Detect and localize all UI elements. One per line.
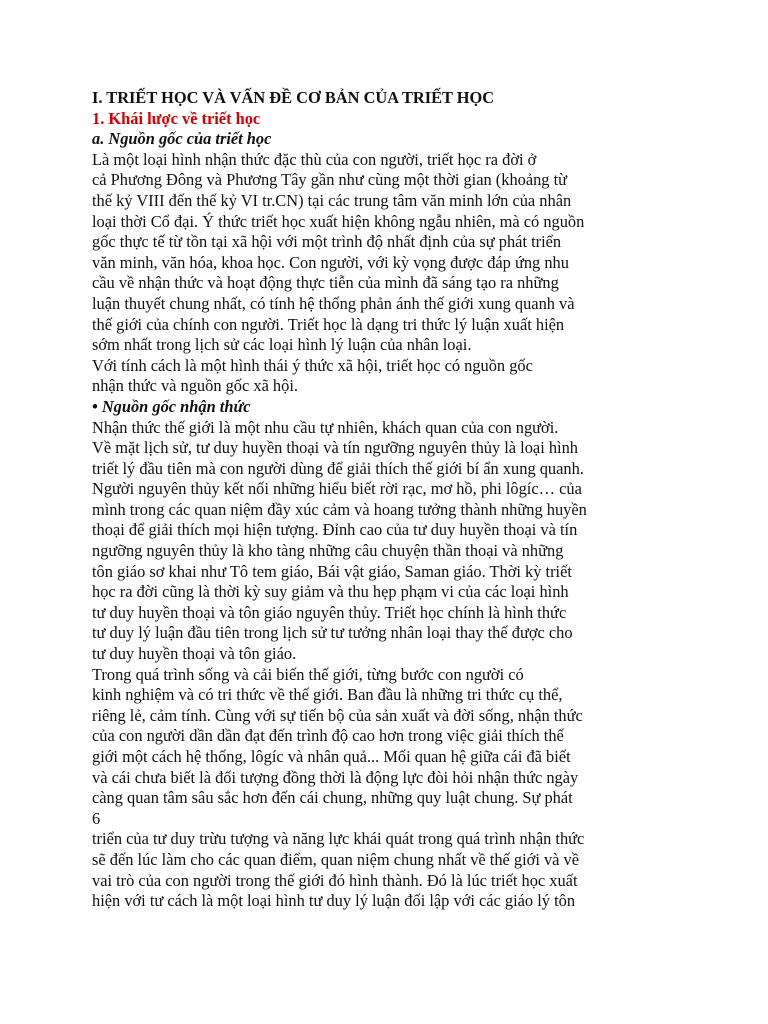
text-line: thế kỷ VIII đến thế kỷ VI tr.CN) tại các trung tâm văn minh lớn của nhân — [92, 190, 572, 210]
text-line: kinh nghiệm và có tri thức về thế giới. Ban đầu là những tri thức cụ thể, — [92, 685, 563, 705]
page-number: 6 — [92, 808, 101, 828]
paragraph-1 — [92, 150, 692, 356]
text-line: giới một cách hệ thống, lôgíc và nhân quả... Mối quan hệ giữa cái đã biết — [92, 747, 571, 766]
text-line: càng quan tâm sâu sắc hơn đến cái chung, những quy luật chung. Sự phát — [92, 788, 573, 808]
text-line: ngưỡng nguyên thủy là kho tàng những câu chuyện thần thoại và những — [92, 541, 564, 561]
text-line: cả Phương Đông và Phương Tây gần như cùng một thời gian (khoảng từ — [92, 170, 568, 190]
text-line: Người nguyên thủy kết nối những hiểu biết rời rạc, mơ hồ, phi lôgíc… của — [92, 479, 582, 499]
text-line: Trong quá trình sống và cải biến thế giới, từng bước con người có — [92, 664, 524, 684]
section-heading: 1. Khái lược về triết học — [92, 108, 261, 128]
text-line: hiện với tư cách là một loại hình tư duy lý luận đối lập với các giáo lý tôn — [92, 891, 576, 911]
main-heading: I. TRIẾT HỌC VÀ VẤN ĐỀ CƠ BẢN CỦA TRIẾT HỌC — [92, 88, 495, 107]
text-line: luận thuyết chung nhất, có tính hệ thống phản ánh thế giới xung quanh và — [92, 293, 575, 313]
paragraph-2 — [92, 356, 692, 397]
text-line: nhận thức và nguồn gốc xã hội. — [92, 376, 298, 396]
text-line: tôn giáo sơ khai như Tô tem giáo, Bái vật giáo, Saman giáo. Thời kỳ triết — [92, 561, 572, 581]
text-line: sớm nhất trong lịch sử các loại hình lý luận của nhân loại. — [92, 335, 472, 355]
text-line: thoại để giải thích mọi hiện tượng. Đỉnh cao của tư duy huyền thoại và tín — [92, 520, 578, 540]
text-line: Với tính cách là một hình thái ý thức xã hội, triết học có nguồn gốc — [92, 355, 533, 375]
bullet-heading: • Nguồn gốc nhận thức — [92, 396, 251, 416]
text-line: vai trò của con người trong thế giới đó hình thành. Đó là lúc triết học xuất — [92, 870, 578, 890]
paragraph-5 — [92, 829, 692, 911]
text-line: gốc thực tế từ tồn tại xã hội với một trình độ nhất định của sự phát triển — [92, 232, 562, 252]
subsection-heading: a. Nguồn gốc của triết học — [92, 129, 272, 149]
paragraph-4 — [92, 665, 692, 809]
text-line: văn minh, văn hóa, khoa học. Con người, với kỳ vọng được đáp ứng nhu — [92, 252, 569, 272]
text-line: triết lý đầu tiên mà con người dùng để giải thích thế giới bí ẩn xung quanh. — [92, 458, 584, 478]
text-line: cầu về nhận thức và hoạt động thực tiễn của mình đã sáng tạo ra những — [92, 273, 559, 293]
text-line: riêng lẻ, cảm tính. Cùng với sự tiến bộ của sản xuất và đời sống, nhận thức — [92, 705, 583, 725]
text-line: tư duy huyền thoại và tôn giáo nguyên thủy. Triết học chính là hình thức — [92, 602, 567, 622]
text-line: và cái chưa biết là đối tượng đồng thời là động lực đòi hỏi nhận thức ngày — [92, 767, 579, 787]
text-line: Về mặt lịch sử, tư duy huyền thoại và tín ngưỡng nguyên thủy là loại hình — [92, 438, 578, 458]
text-line: thế giới của chính con người. Triết học là dạng tri thức lý luận xuất hiện — [92, 314, 565, 334]
text-line: Là một loại hình nhận thức đặc thù của con người, triết học ra đời ở — [92, 149, 537, 169]
text-line: loại thời Cổ đại. Ý thức triết học xuất hiện không ngẫu nhiên, mà có nguồn — [92, 211, 585, 231]
paragraph-3 — [92, 418, 692, 665]
document-body — [92, 88, 692, 912]
text-line: học ra đời cũng là thời kỳ suy giảm và thu hẹp phạm vi của các loại hình — [92, 582, 569, 602]
text-line: sẽ đến lúc làm cho các quan điểm, quan niệm chung nhất về thế giới và về — [92, 849, 580, 869]
text-line: mình trong các quan niệm đầy xúc cảm và hoang tưởng thành những huyền — [92, 499, 587, 519]
text-line: Nhận thức thế giới là một nhu cầu tự nhiên, khách quan của con người. — [92, 417, 559, 437]
text-line: tư duy lý luận đầu tiên trong lịch sử tư tưởng nhân loại thay thế được cho — [92, 623, 573, 643]
text-line: triển của tư duy trừu tượng và năng lực khái quát trong quá trình nhận thức — [92, 829, 585, 849]
text-line: tư duy huyền thoại và tôn giáo. — [92, 644, 297, 664]
text-line: của con người dần dần đạt đến trình độ cao hơn trong việc giải thích thế — [92, 726, 564, 746]
